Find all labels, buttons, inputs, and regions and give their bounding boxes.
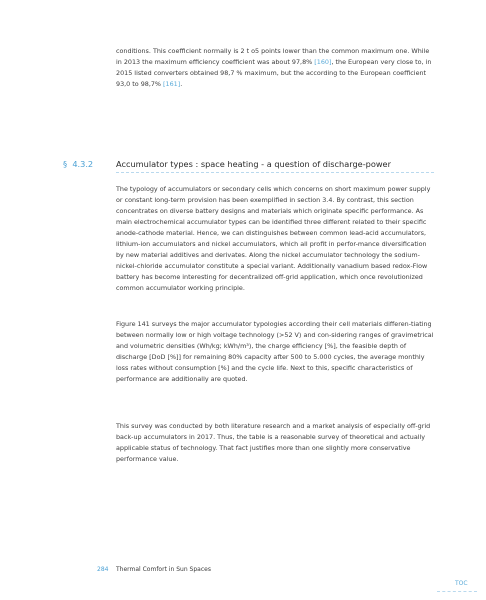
intro-text-3: . (180, 80, 183, 88)
toc-divider (437, 591, 477, 592)
page-number: 284 (97, 566, 109, 573)
intro-text: conditions. This coefficient normally is 2 t o5 points lower than the common maximum one. While in 2013 the maximum efficiency coefficient was about 97,8% (116, 47, 430, 66)
section-divider (116, 172, 434, 173)
citation-link-160[interactable]: [160] (314, 58, 332, 66)
section-number-value: 4.3.2 (72, 159, 94, 169)
body-paragraph-2: Figure 141 surveys the major accumulator typologies according their cell materials differen-tiating between normally low or high voltage technology (>52 V) and con-sidering ranges of gravimetrical and volumetric densities (Wh/kg; kWh/m³), the charge efficiency [%], the feasible depth of discharge [DoD [%]] for remaining 80% capacity after 500 to 5.000 cycles, the average monthly loss rates without consumption [%] and the cycle life. Next to this, specific characteristics of performance are additionally are quoted. (116, 320, 434, 383)
body-paragraph-3: This survey was conducted by both literature research and a market analysis of especially off-grid back-up accumulators in 2017. Thus, the table is a reasonable survey of theoretical and actually applicable status of technology. That fact justifies more than one slightly more conservative performance value. (116, 422, 431, 463)
section-title: Accumulator types : space heating - a question of discharge-power (116, 159, 391, 169)
toc-link[interactable]: TOC (455, 580, 468, 587)
intro-text-2: , the European very close to, in 2015 listed converters obtained 98,7 % maximum, but the according to the European coefficient 93,0 to 98,7% (116, 58, 432, 88)
section-number (63, 159, 93, 169)
body-paragraph-1: The typology of accumulators or secondary cells which concerns on short maximum power supply or constant long-term provision has been exemplified in section 3.4. By contrast, this section concentrates on diverse battery designs and materials which originate specific performance. As main electrochemical accumulator types can be identified three different related to their specific anode-cathode material. Hence, we can distinguishes between common lead-acid accumulators, lithium-ion accumulators and nickel accumulators, which all profit in perfor-mance diversification by new material additives and derivates. Along the nickel accumulator technology the sodium-nickel-chloride accumulator constitute a special variant. Additionally vanadium based redox-Flow battery has become interesting for decentralized off-grid application, which once revolutionized common accumulator working principle. (116, 185, 431, 292)
intro-paragraph (116, 46, 434, 90)
running-footer-title: Thermal Comfort in Sun Spaces (116, 566, 211, 573)
citation-link-161[interactable]: [161] (163, 80, 181, 88)
section-symbol: § (63, 159, 68, 169)
